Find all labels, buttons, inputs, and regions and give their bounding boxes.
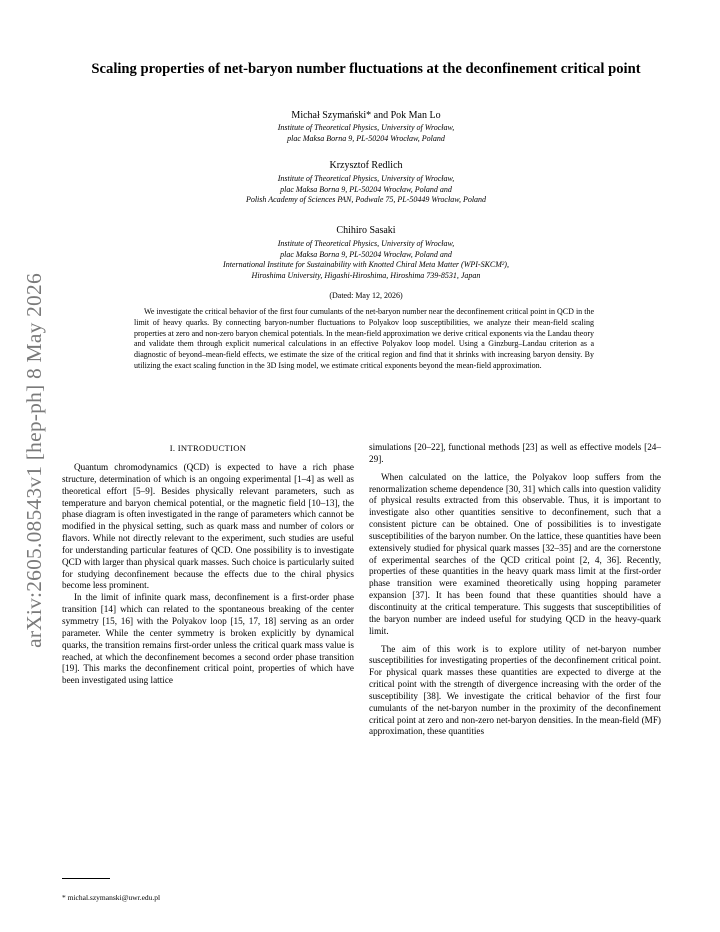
abstract: We investigate the critical behavior of the first four cumulants of the net-baryon number near the deconfinement critical point in QCD in the limit of heavy quarks. By connecting baryon-number fluctuations to Polyakov loop susceptibilities, we analyze their mean-field scaling properties at zero and non-zero baryon chemical potentials. In the mean-field approximation we derive critical exponents via the Landau theory and validate them through explicit numerical calculations in an effective Polyakov loop model. Using a Ginzburg–Landau criterion as a diagnostic of beyond–mean-field effects, we estimate the size of the critical region and find that it shrinks with increasing baryon density. By utilizing the exact scaling function in the 3D Ising model, we estimate critical exponents beyond the mean-field approximation. xyxy=(134,307,594,370)
paragraph: The aim of this work is to explore utility of net-baryon number susceptibilities for investigating properties of the deconfinement critical point. For physical quark masses these quantities are expected to diverge at the critical point with the strength of divergence increasing with the order of the susceptibility [38]. We investigate the critical behavior of the first four cumulants of the net-baryon number in the proximity of the deconfinement critical point at zero and non-zero net-baryon densities. In the mean-field (MF) approximation, these quantities xyxy=(369,643,661,737)
footnote-rule xyxy=(62,878,110,879)
author-line-1: Michał Szymański* and Pok Man Lo xyxy=(291,110,441,121)
paragraph: Quantum chromodynamics (QCD) is expected to have a rich phase structure, determination of which is an ongoing experimental [1–4] as well as theoretical effort [5–9]. Besides physically relevant parameters, such as temperature and baryon chemical potential, or the magnetic field [10–13], the phase diagram is often investigated in the range of parameters which cannot be modified in the physical setting, such as quark mass and number of colors or flavors. While not directly relevant to the experiment, such studies are useful for understanding particular features of QCD. One possibility is to investigate QCD with larger than physical quark masses. Such choice is particularly suited for studying deconfinement because the effects due to the chiral physics become less prominent. xyxy=(62,462,354,591)
affiliation-3: Institute of Theoretical Physics, University of Wrocław, plac Maksa Borna 9, PL-50204 Wrocław, Poland and International Institute for Sustainability with Knotted Chiral Meta Matter (WPI-SKCM²), Hiroshima University, Higashi-Hiroshima, Hiroshima 739-8531, Japan xyxy=(223,239,509,280)
paper-title: Scaling properties of net-baryon number fluctuations at the deconfinement critical point xyxy=(91,61,641,77)
arxiv-stamp: arXiv:2605.08543v1 [hep-ph] 8 May 2026 xyxy=(21,272,46,648)
left-column xyxy=(62,462,354,687)
author-line-3: Chihiro Sasaki xyxy=(336,225,396,236)
dated-line: (Dated: May 12, 2026) xyxy=(329,291,403,300)
paragraph: In the limit of infinite quark mass, deconfinement is a first-order phase transition [14] which can related to the spontaneous breaking of the center symmetry [15, 16] with the Polyakov loop [15, 17, 18] serving as an order parameter. While the center symmetry is broken explicitly by dynamical quarks, the transition remains first-order unless the critical quark mass value is reached, at which the deconfinement becomes a second order phase transition [19]. This marks the deconfinement critical point, properties of which have been investigated using lattice xyxy=(62,592,354,686)
section-heading: I. INTRODUCTION xyxy=(169,443,247,453)
paragraph: simulations [20–22], functional methods [23] as well as effective models [24–29]. xyxy=(369,442,661,464)
paragraph: When calculated on the lattice, the Polyakov loop suffers from the renormalization scheme dependence [30, 31] which calls into question validity of physical results extracted from this observable. Thus, it is important to investigate also other quantities sensitive to deconfinement, such that a consistent picture can be obtained. One of possibilities is to investigate susceptibilities of the baryon number. On the lattice, these quantities have been extensively studied for physical quark masses [32–35] and are the cornerstone of experimental searches of the QCD critical point [2, 4, 36]. Recently, properties of these quantities in the heavy quark mass limit at the first-order phase transition were examined theoretically using hopping parameter expansion [37]. It has been found that these quantities should have a discontinuity at the critical temperature. This suggests that susceptibilities of the baryon number are indeed useful for studying QCD in the heavy-quark limit. xyxy=(369,471,661,636)
author-line-2: Krzysztof Redlich xyxy=(329,160,403,171)
right-column xyxy=(369,442,661,738)
affiliation-1: Institute of Theoretical Physics, University of Wrocław, plac Maksa Borna 9, PL-50204 Wrocław, Poland xyxy=(277,123,455,143)
footnote: * michal.szymanski@uwr.edu.pl xyxy=(62,893,161,902)
affiliation-2: Institute of Theoretical Physics, University of Wrocław, plac Maksa Borna 9, PL-50204 Wrocław, Poland and Polish Academy of Sciences PAN, Podwale 75, PL-50449 Wrocław, Poland xyxy=(245,174,487,204)
